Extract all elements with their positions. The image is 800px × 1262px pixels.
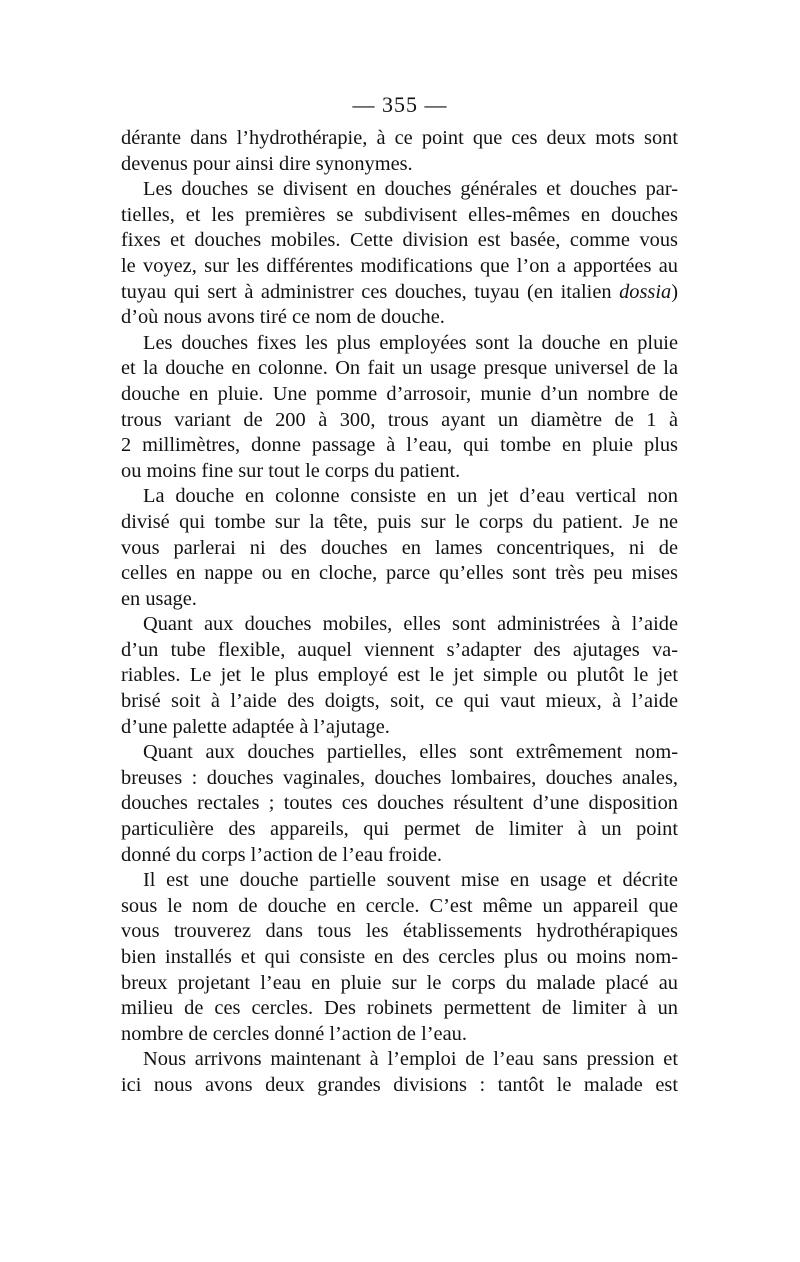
text-line-content: sous le nom de douche en cercle. C’est même un appareil que — [121, 894, 678, 917]
text-line-content: et la douche en colonne. On fait un usage presque universel de la — [121, 357, 678, 380]
text-line-content: Quant aux douches mobiles, elles sont administrées à l’aide — [143, 613, 678, 636]
text-line — [121, 510, 678, 536]
text-line-content: La douche en colonne consiste en un jet d’eau vertical non — [143, 485, 678, 508]
text-line-content: breux projetant l’eau en pluie sur le corps du malade placé au — [121, 971, 678, 994]
text-line — [121, 587, 678, 613]
italic-word: dossia — [619, 280, 672, 303]
text-line-content: dérante dans l’hydrothérapie, à ce point que ces deux mots sont — [121, 127, 678, 149]
text-line — [121, 382, 678, 408]
text-line — [121, 459, 678, 485]
text-line — [121, 561, 678, 587]
text-line — [121, 945, 678, 971]
text-line-content: milieu de ces cercles. Des robinets permettent de limiter à un — [121, 997, 678, 1020]
text-line-content: fixes et douches mobiles. Cette division est basée, comme vous — [121, 229, 678, 252]
text-line-content: particulière des appareils, qui permet de limiter à un point — [121, 818, 678, 841]
text-line — [121, 536, 678, 562]
text-line — [121, 612, 678, 638]
text-line-content: Il est une douche partielle souvent mise en usage et décrite — [143, 869, 678, 892]
text-line — [121, 919, 678, 945]
text-line-content: Nous arrivons maintenant à l’emploi de l’eau sans pression et — [143, 1048, 678, 1071]
text-line-content: Les douches fixes les plus employées sont la douche en pluie — [143, 331, 678, 354]
text-line-content: Quant aux douches partielles, elles sont extrêmement nom- — [143, 741, 678, 764]
text-line-content: tielles, et les premières se subdivisent elles-mêmes en douches — [121, 203, 678, 226]
text-line — [121, 280, 678, 306]
text-line — [121, 971, 678, 997]
text-line-content: devenus pour ainsi dire synonymes. — [121, 152, 413, 175]
text-line-content: vous trouverez dans tous les établissements hydrothérapiques — [121, 920, 678, 943]
text-line — [121, 791, 678, 817]
text-line — [121, 484, 678, 510]
text-line — [121, 638, 678, 664]
text-line — [121, 254, 678, 280]
text-line — [121, 228, 678, 254]
text-line-content: tuyau qui sert à administrer ces douches, tuyau (en italien — [121, 280, 620, 303]
text-line-content: ici nous avons deux grandes divisions : tantôt le malade est — [121, 1073, 678, 1096]
text-line — [121, 408, 678, 434]
text-line-content: le voyez, sur les différentes modifications que l’on a apportées au — [121, 254, 678, 277]
text-line-content: breuses : douches vaginales, douches lombaires, douches anales, — [121, 766, 678, 789]
text-line-content: celles en nappe ou en cloche, parce qu’elles sont très peu mises — [121, 562, 678, 585]
text-line — [121, 894, 678, 920]
text-line — [121, 689, 678, 715]
text-line-content: donné du corps l’action de l’eau froide. — [121, 843, 443, 866]
page-number: — 355 — — [352, 92, 448, 117]
text-line — [121, 817, 678, 843]
text-line-content: trous variant de 200 à 300, trous ayant un diamètre de 1 à — [121, 408, 678, 431]
text-line-content: bien installés et qui consiste en des cercles plus ou moins nom- — [121, 946, 678, 968]
body-text — [121, 126, 678, 1099]
text-line — [121, 740, 678, 766]
text-line — [121, 1022, 678, 1048]
text-line-content: riables. Le jet le plus employé est le jet simple ou plutôt le jet — [121, 664, 678, 687]
text-line-content: d’une palette adaptée à l’ajutage. — [121, 715, 390, 738]
text-line — [121, 177, 678, 203]
text-line-content: vous parlerai ni des douches en lames concentriques, ni de — [121, 536, 678, 559]
text-line-suffix: ) — [671, 280, 678, 303]
text-line — [121, 433, 678, 459]
text-line — [121, 766, 678, 792]
text-line — [121, 305, 678, 331]
text-line-content: ou moins fine sur tout le corps du patient. — [121, 459, 461, 482]
text-line — [121, 126, 678, 152]
text-line-content: Les douches se divisent en douches générales et douches par- — [143, 178, 678, 201]
text-line-content: d’un tube flexible, auquel viennent s’adapter des ajutages va- — [121, 638, 678, 661]
text-line-content: divisé qui tombe sur la tête, puis sur le corps du patient. Je ne — [121, 510, 678, 533]
text-line — [121, 1073, 678, 1099]
text-line — [121, 843, 678, 869]
text-line — [121, 996, 678, 1022]
text-line-content: douche en pluie. Une pomme d’arrosoir, munie d’un nombre de — [121, 382, 678, 405]
text-line — [121, 1047, 678, 1073]
text-line — [121, 715, 678, 741]
text-line-content: brisé soit à l’aide des doigts, soit, ce qui vaut mieux, à l’aide — [121, 690, 678, 713]
text-line-content: d’où nous avons tiré ce nom de douche. — [121, 306, 445, 329]
text-line — [121, 152, 678, 178]
text-line — [121, 203, 678, 229]
text-line-content: douches rectales ; toutes ces douches résultent d’une disposition — [121, 792, 678, 815]
text-line — [121, 663, 678, 689]
text-line — [121, 331, 678, 357]
text-line-content: en usage. — [121, 587, 197, 610]
text-line-content: nombre de cercles donné l’action de l’eau. — [121, 1022, 467, 1045]
text-line — [121, 356, 678, 382]
text-line-content: 2 millimètres, donne passage à l’eau, qui tombe en pluie plus — [121, 434, 678, 457]
text-line — [121, 868, 678, 894]
